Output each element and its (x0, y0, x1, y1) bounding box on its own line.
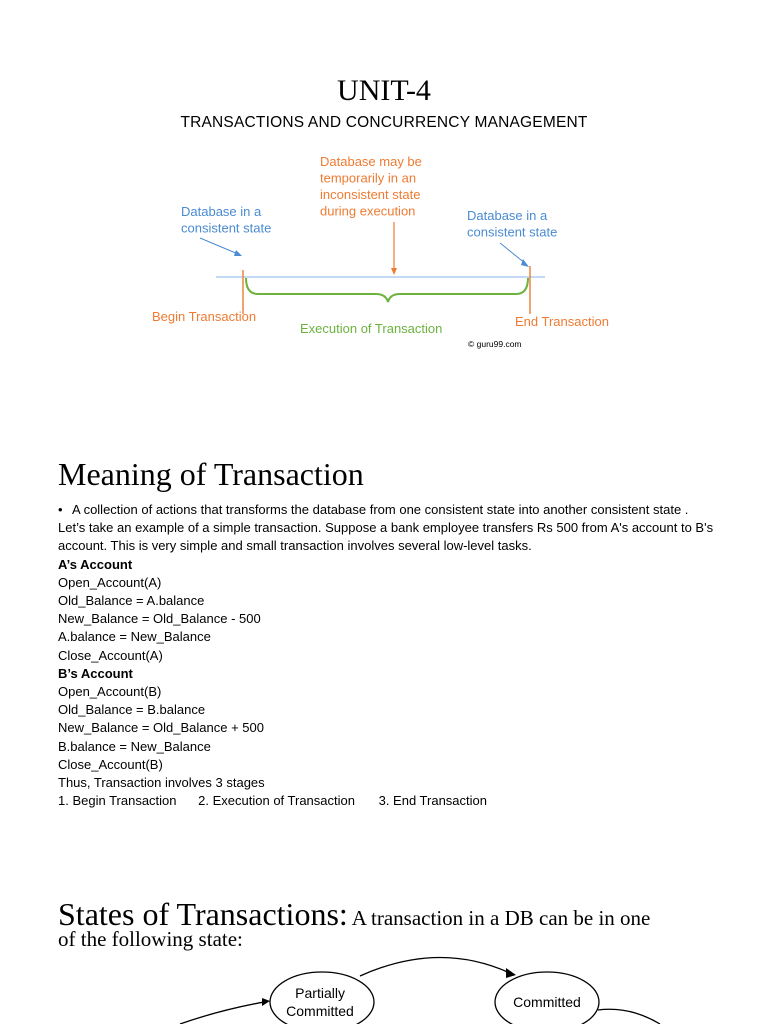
unit-title: UNIT-4 (337, 74, 431, 107)
commit-arrowhead (506, 968, 516, 978)
stage-item: 2. Execution of Transaction (198, 793, 355, 809)
b-account-heading: B’s Account (58, 665, 133, 681)
middle-note-line: inconsistent state (320, 187, 421, 202)
stage-item: 3. End Transaction (378, 793, 487, 809)
stages-list (58, 792, 718, 810)
middle-note-text (320, 154, 426, 219)
code-line: Close_Account(A) (58, 647, 163, 663)
transaction-timeline-diagram (140, 148, 650, 358)
states-heading-subtext: A transaction in a DB can be in one (351, 906, 651, 930)
bullet-text: A collection of actions that transforms the database from one consistent state into another consistent state . (72, 502, 689, 517)
execution-label: Execution of Transaction (300, 321, 443, 336)
bullet-dot: • (58, 502, 63, 517)
middle-note-line: during execution (320, 203, 416, 219)
right-arrow (500, 243, 526, 264)
section-body-meaning (58, 501, 718, 810)
code-line: Open_Account(A) (58, 574, 162, 590)
states-heading-subtext-line2: of the following state: (58, 927, 243, 951)
end-label: End Transaction (515, 314, 609, 329)
transaction-states-diagram (0, 950, 768, 1024)
code-line: Old_Balance = B.balance (58, 702, 206, 718)
right-state-line: consistent state (467, 224, 558, 240)
code-line: B.balance = New_Balance (58, 738, 211, 754)
commit-arrow (360, 957, 512, 976)
code-line: Open_Account(B) (58, 684, 162, 700)
section-heading-meaning: Meaning of Transaction (58, 456, 364, 492)
state-label: Committed (286, 1003, 354, 1019)
left-state-line: consistent state (181, 220, 272, 236)
middle-note-line: Database may be (320, 154, 422, 169)
intro-paragraph: Let’s take an example of a simple transaction. Suppose a bank employee transfers Rs 500 from A's account to B's account. This is very simple and small transaction involves several low-level tasks. (58, 520, 714, 554)
code-line: Old_Balance = A.balance (58, 593, 205, 609)
code-line: New_Balance = Old_Balance + 500 (58, 720, 264, 736)
credit-label: © guru99.com (468, 339, 522, 349)
incoming-arrow (180, 1002, 264, 1024)
states-heading-title: States of Transactions: (58, 896, 348, 932)
state-label: Committed (513, 994, 581, 1010)
unit-subtitle: TRANSACTIONS AND CONCURRENCY MANAGEMENT (180, 114, 588, 131)
stage-item: 1. Begin Transaction (58, 793, 177, 809)
code-line: Close_Account(B) (58, 756, 163, 772)
svg-text:Committed (513, 994, 581, 1010)
left-arrow (200, 238, 238, 254)
left-arrowhead (234, 250, 242, 256)
incoming-arrowhead (262, 998, 270, 1006)
outgoing-arrow (598, 1009, 660, 1024)
bullet-item (58, 501, 718, 519)
stages-intro: Thus, Transaction involves 3 stages (58, 775, 265, 791)
left-state-text (181, 204, 271, 236)
code-line: New_Balance = Old_Balance - 500 (58, 611, 261, 627)
right-arrowhead (521, 259, 529, 267)
begin-label: Begin Transaction (152, 309, 257, 324)
middle-arrowhead (391, 268, 397, 275)
middle-note-line: temporarily in an (320, 170, 417, 186)
execution-brace (246, 278, 528, 302)
a-account-heading: A’s Account (58, 556, 133, 572)
section-heading-states (58, 896, 748, 952)
right-state-line: Database in a (467, 208, 548, 223)
left-state-line: Database in a (181, 204, 262, 219)
code-line: A.balance = New_Balance (58, 629, 211, 645)
right-state-text (467, 208, 557, 240)
state-label: Partially (295, 985, 345, 1001)
